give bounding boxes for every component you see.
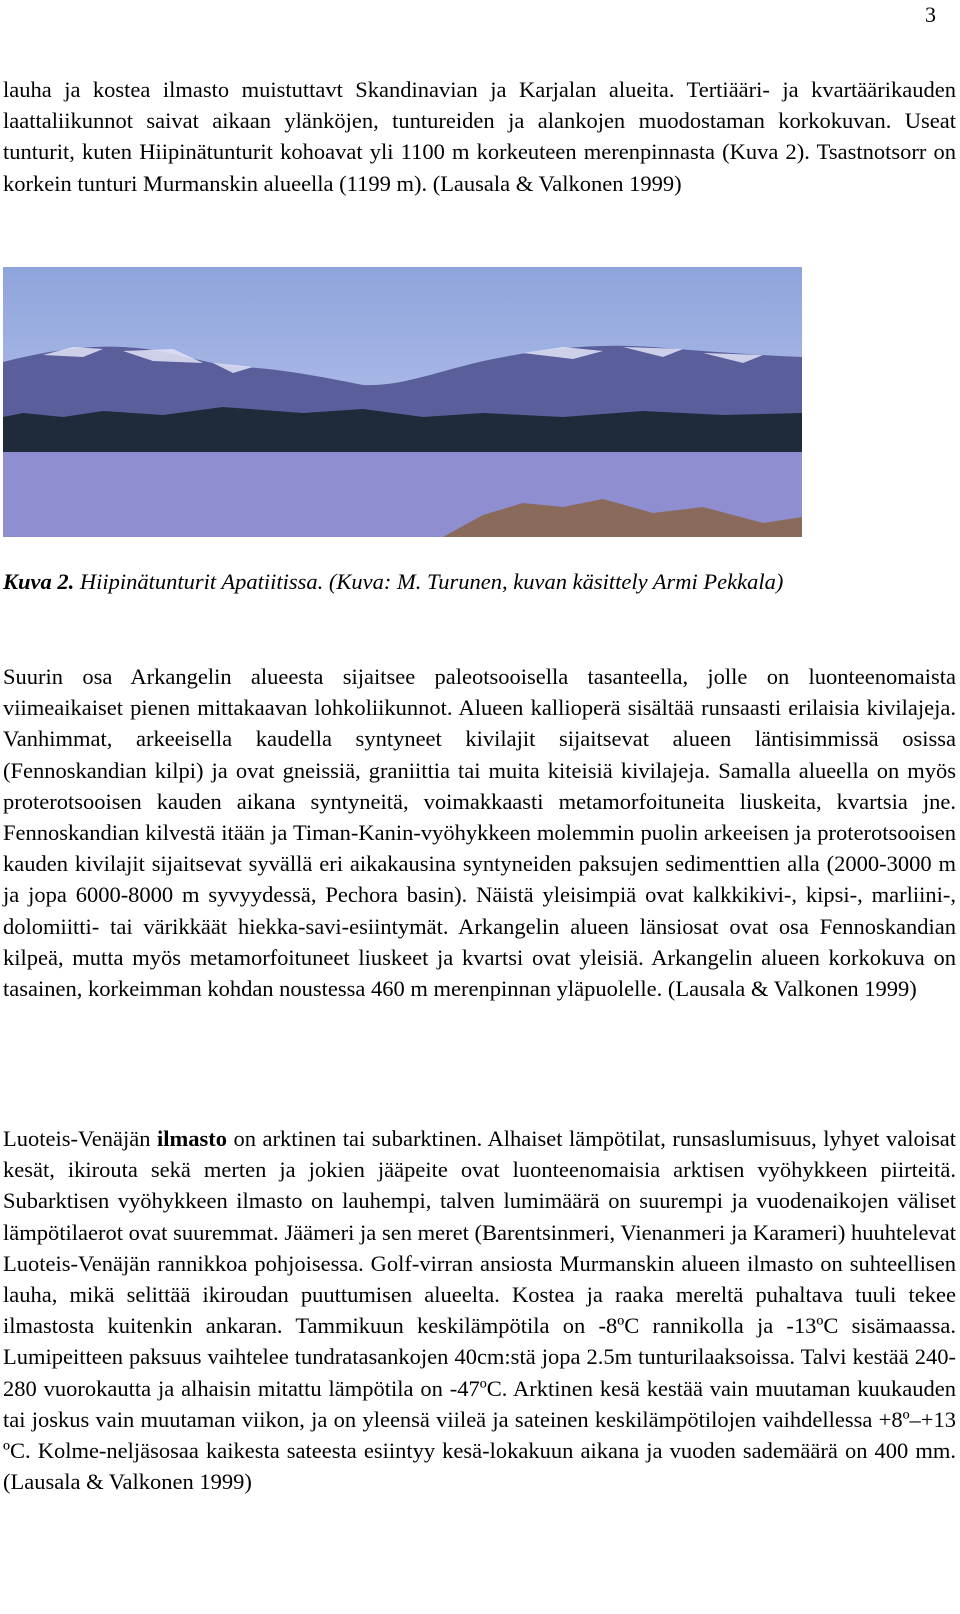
paragraph-climate [3, 1123, 956, 1497]
figure-caption-text: Hiipinätunturit Apatiitissa. (Kuva: M. Turunen, kuvan käsittely Armi Pekkala) [79, 569, 784, 594]
figure-caption [3, 566, 956, 597]
climate-keyword: ilmasto [156, 1126, 227, 1151]
paragraph-geology: Suurin osa Arkangelin alueesta sijaitsee paleotsooisella tasanteella, jolle on luonteenomaista viimeaikaiset pienen mittakaavan lohkoliikunnot. Alueen kallioperä sisältää runsaasti erilaisia kivilajeja. Vanhimmat, arkeeisella kaudella syntyneet kivilajit sijaitsevat alueen läntisimmissä osissa (Fennoskandian kilpi) ja ovat gneissiä, graniittia tai muita kiteisiä kivilajeja. Samalla alueella on myös proterotsooisen kauden aikana syntyneitä, voimakkaasti metamorfoituneita liuskeita, kvartsia jne. Fennoskandian kilvestä itään ja Timan-Kanin-vyöhykkeen molemmin puolin arkeeisen ja proterotsooisen kauden kivilajit sijaitsevat syvällä eri aikakausina syntyneiden paksujen sedimenttien alla (2000-3000 m ja jopa 6000-8000 m syvyydessä, Pechora basin). Näistä yleisimpiä ovat kalkkikivi-, kipsi-, marliini-, dolomiitti- tai värikkäät hiekka-savi-esiintymät. Arkangelin alueen länsiosat ovat osa Fennoskandian kilpeä, mutta myös metamorfoituneet liuskeet ja kvartsi ovat yleisiä. Arkangelin alueen korkokuva on tasainen, korkeimman kohdan noustessa 460 m merenpinnan yläpuolelle. (Lausala & Valkonen 1999) [3, 664, 956, 1002]
figure-label: Kuva 2. [3, 569, 75, 594]
mountain-lake-photo [3, 267, 802, 537]
climate-text: on arktinen tai subarktinen. Alhaiset lämpötilat, runsaslumisuus, lyhyet valoisat kesät, ikirouta sekä merten ja jokien jääpeite ovat luonteenomaisia arktisen vyöhykkeen piirteitä. Subarktisen vyöhykkeen ilmasto on lauhempi, talven lumimäärä on suurempi ja vuodenaikojen väliset lämpötilaerot ovat suuremmat. Jäämeri ja sen meret (Barentsinmeri, Vienanmeri ja Karameri) huuhtelevat Luoteis-Venäjän rannikkoa pohjoisessa. Golf-virran ansiosta Murmanskin alueen ilmasto on suhteellisen lauha, mikä selittää ikiroudan puuttumisen alueelta. Kostea ja raaka mereltä puhaltava tuuli tekee ilmastosta kuitenkin ankaran. Tammikuun keskilämpötila on -8ºC rannikolla ja -13ºC sisämaassa. Lumipeitteen paksuus vaihtelee tundratasankojen 40cm:stä jopa 2.5m tunturilaaksoissa. Talvi kestää 240-280 vuorokautta ja alhaisin mitattu lämpötila on -47ºC. Arktinen kesä kestää vain muutaman kuukauden tai joskus vain muutaman viikon, ja on yleensä viileä ja sateinen keskilämpötilojen vaihdellessa +8º–+13 ºC. Kolme-neljäsosaa kaikesta sateesta esiintyy kesä-lokakuun aikana ja vuoden sademäärä on 400 mm. (Lausala & Valkonen 1999) [3, 1126, 957, 1495]
paragraph-landforms: lauha ja kostea ilmasto muistuttavt Skandinavian ja Karjalan alueita. Tertiääri- ja kvartäärikauden laattaliikunnot saivat aikaan ylänköjen, tuntureiden ja alankojen muodostaman korkokuvan. Useat tunturit, kuten Hiipinätunturit kohoavat yli 1100 m korkeuteen merenpinnasta (Kuva 2). Tsastnotsorr on korkein tunturi Murmanskin alueella (1199 m). (Lausala & Valkonen 1999) [3, 77, 956, 196]
climate-lead: Luoteis-Venäjän [3, 1126, 151, 1151]
page-number: 3 [925, 2, 936, 27]
